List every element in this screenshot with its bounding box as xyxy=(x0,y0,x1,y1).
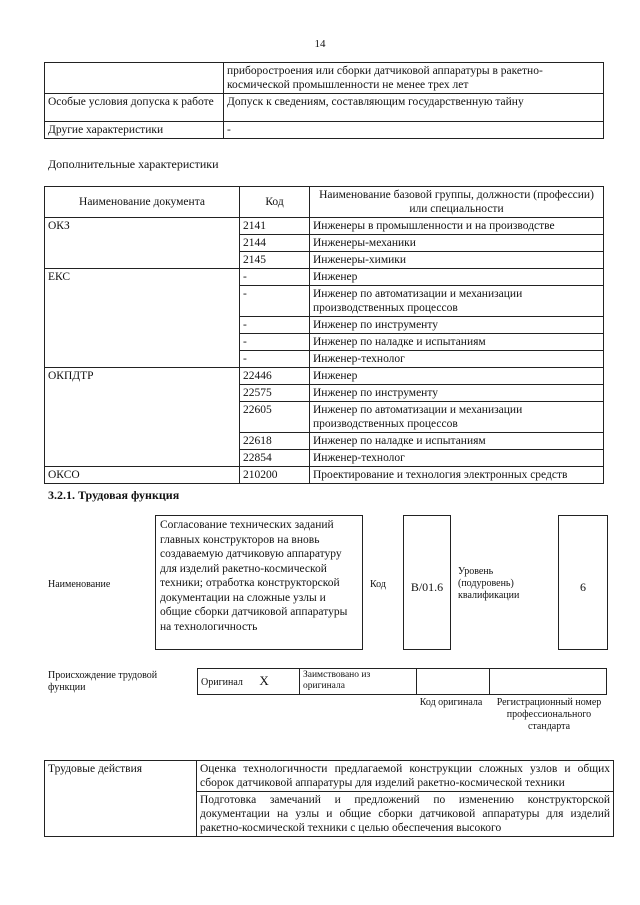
name-cell: Инженер по автоматизации и механизации производственных процессов xyxy=(310,286,604,317)
name-cell: Инженер по автоматизации и механизации производственных процессов xyxy=(310,402,604,433)
registration-number-label: Регистрационный номер профессионального стандарта xyxy=(496,697,602,732)
name-cell: Инженер-технолог xyxy=(310,351,604,368)
additional-characteristics-table xyxy=(44,186,604,484)
doc-name: ЕКС xyxy=(45,269,240,368)
name-cell: Проектирование и технология электронных средств xyxy=(310,467,604,484)
qualification-level-box: 6 xyxy=(558,515,608,650)
section-title: 3.2.1. Трудовая функция xyxy=(48,488,180,502)
origin-table xyxy=(197,668,607,695)
original-label: Оригинал xyxy=(201,676,243,688)
code-cell: - xyxy=(240,317,310,334)
table-row xyxy=(45,269,604,286)
doc-name: ОКСО xyxy=(45,467,240,484)
function-code-box: В/01.6 xyxy=(403,515,451,650)
original-mark: Х xyxy=(259,672,269,688)
labor-actions-table xyxy=(44,760,614,837)
code-cell: 22605 xyxy=(240,402,310,433)
row-label: Особые условия допуска к работе xyxy=(45,94,224,122)
action-item: Подготовка замечаний и предложений по изменению конструкторской документации на узлы и общие сборки датчиковой аппаратуры для изделий ракетно-космической техники с целью обеспечения высокого xyxy=(197,792,614,837)
table-row xyxy=(45,94,604,122)
table-row xyxy=(45,467,604,484)
header-document: Наименование документа xyxy=(45,187,240,218)
row-label xyxy=(45,63,224,94)
code-cell: 22575 xyxy=(240,385,310,402)
header-code: Код xyxy=(240,187,310,218)
empty-cell xyxy=(417,669,490,695)
page-number: 14 xyxy=(314,38,326,50)
name-cell: Инженеры-механики xyxy=(310,235,604,252)
code-cell: 2145 xyxy=(240,252,310,269)
name-label: Наименование xyxy=(48,579,111,590)
empty-cell xyxy=(490,669,607,695)
code-cell: 2144 xyxy=(240,235,310,252)
borrowed-cell: Заимствовано из оригинала xyxy=(300,669,417,695)
code-cell: - xyxy=(240,286,310,317)
table-row xyxy=(45,368,604,385)
action-item: Оценка технологичности предлагаемой конструкции сложных узлов и общих сборок датчиковой аппаратуры для изделий ракетно-космической техники xyxy=(197,761,614,792)
name-cell: Инженер xyxy=(310,269,604,286)
actions-label: Трудовые действия xyxy=(45,761,197,837)
name-cell: Инженер по наладке и испытаниям xyxy=(310,433,604,450)
doc-name: ОКЗ xyxy=(45,218,240,269)
original-cell xyxy=(198,669,300,695)
row-value: Допуск к сведениям, составляющим государственную тайну xyxy=(224,94,604,122)
code-cell: 2141 xyxy=(240,218,310,235)
code-cell: - xyxy=(240,351,310,368)
name-cell: Инженеры в промышленности и на производстве xyxy=(310,218,604,235)
code-cell: 22854 xyxy=(240,450,310,467)
row-value: - xyxy=(224,122,604,139)
name-cell: Инженер по наладке и испытаниям xyxy=(310,334,604,351)
name-cell: Инженер по инструменту xyxy=(310,317,604,334)
name-cell: Инженер xyxy=(310,368,604,385)
origin-label: Происхождение трудовой функции xyxy=(48,670,158,693)
doc-name: ОКПДТР xyxy=(45,368,240,467)
code-cell: 210200 xyxy=(240,467,310,484)
row-label: Другие характеристики xyxy=(45,122,224,139)
row-value: приборостроения или сборки датчиковой аппаратуры в ракетно-космической промышленности не менее трех лет xyxy=(224,63,604,94)
header-name: Наименование базовой группы, должности (профессии) или специальности xyxy=(310,187,604,218)
function-name-box: Согласование технических заданий главных конструкторов на вновь создаваемую датчиковую аппаратуру для изделий ракетно-космической техники; отработка конструкторской документации на сложные узлы и общие сборки датчиковой аппаратуры на технологичность xyxy=(155,515,363,650)
requirements-table xyxy=(44,62,604,139)
table-row xyxy=(45,63,604,94)
name-cell: Инженеры-химики xyxy=(310,252,604,269)
table-row xyxy=(45,122,604,139)
code-label: Код xyxy=(370,579,386,590)
table-row xyxy=(45,761,614,792)
code-cell: - xyxy=(240,334,310,351)
code-cell: 22618 xyxy=(240,433,310,450)
code-cell: - xyxy=(240,269,310,286)
code-original-label: Код оригинала xyxy=(419,697,483,708)
name-cell: Инженер-технолог xyxy=(310,450,604,467)
table-row xyxy=(198,669,607,695)
additional-characteristics-title: Дополнительные характеристики xyxy=(48,157,219,171)
code-cell: 22446 xyxy=(240,368,310,385)
table-row xyxy=(45,218,604,235)
table-header-row xyxy=(45,187,604,218)
qualification-level-label: Уровень (подуровень) квалификации xyxy=(458,566,520,601)
name-cell: Инженер по инструменту xyxy=(310,385,604,402)
